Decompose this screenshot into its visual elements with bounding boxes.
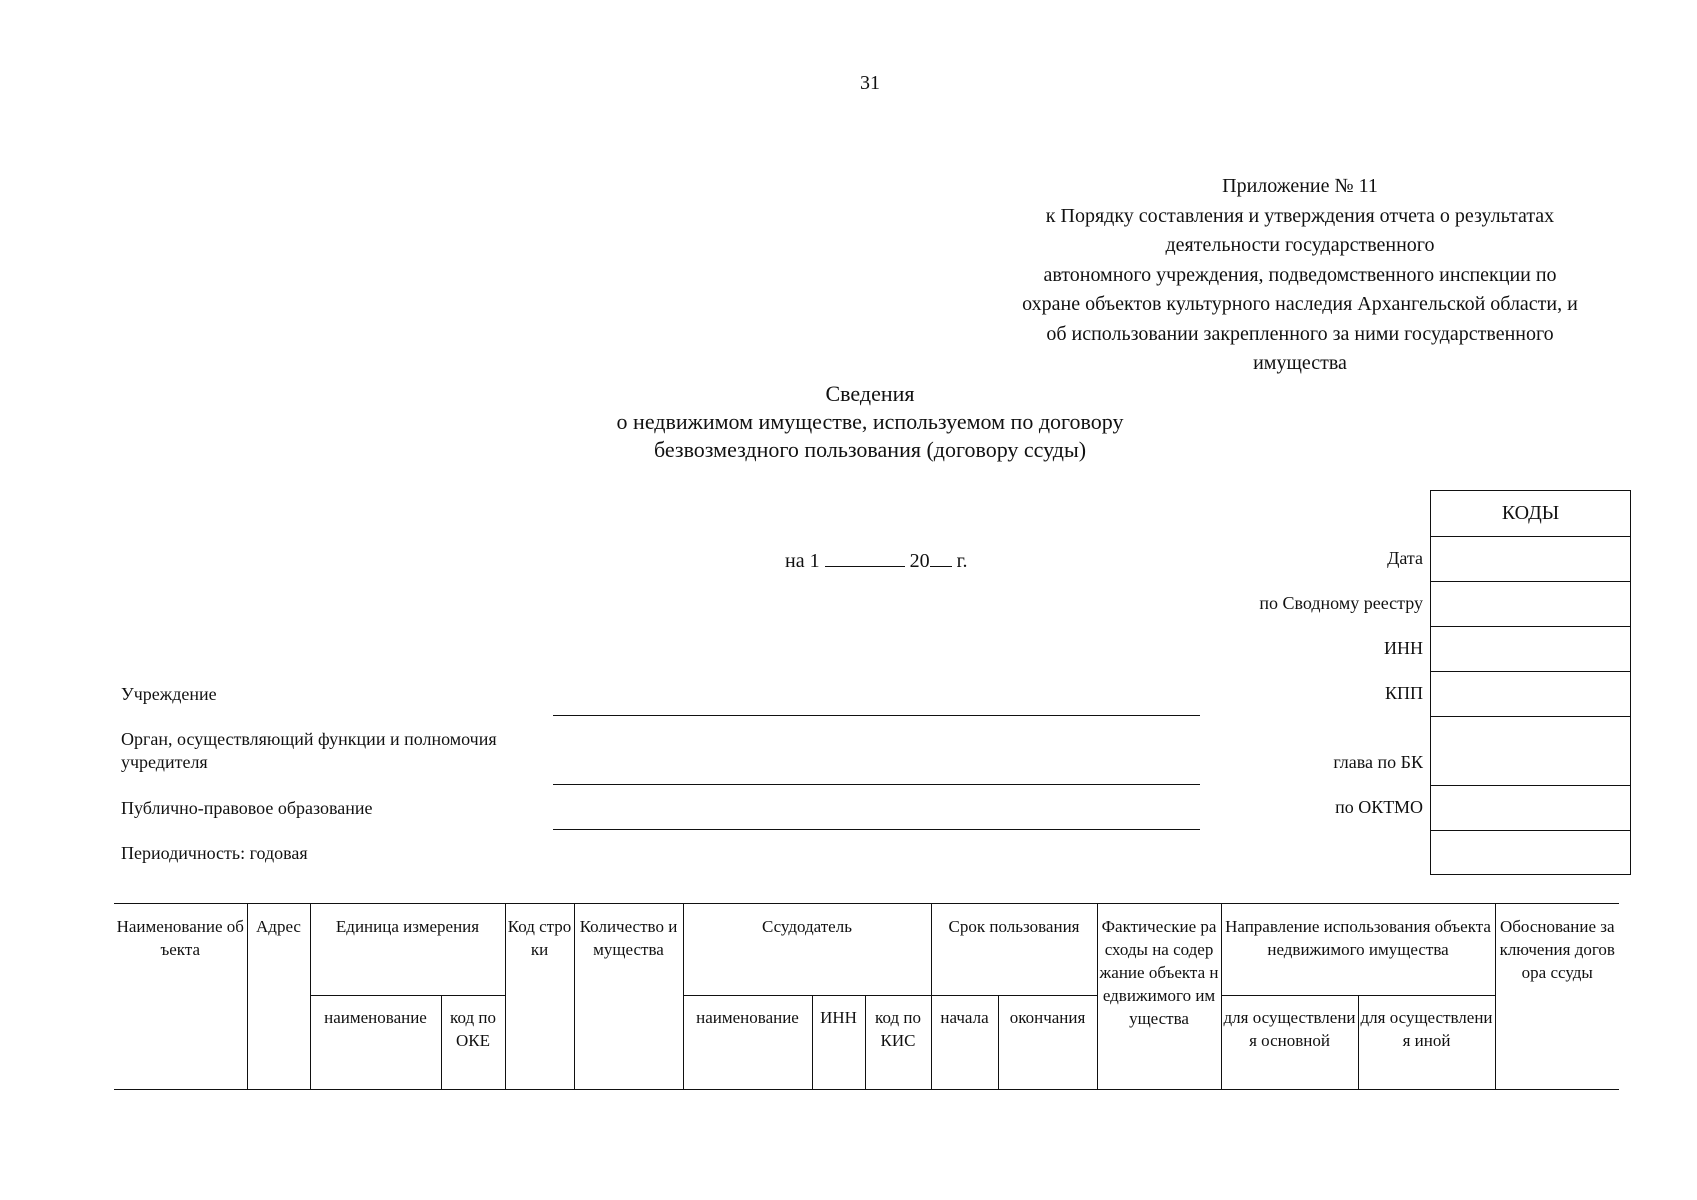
code-cell-oktmo[interactable] [1431, 785, 1630, 830]
code-label-date: Дата [1387, 548, 1423, 568]
code-cell-kpp[interactable] [1431, 671, 1630, 716]
code-label-bk: глава по БК [1333, 752, 1423, 772]
header-address: Адрес [247, 904, 310, 1090]
code-cell-registry[interactable] [1431, 581, 1630, 626]
founder-label-line: Орган, осуществляющий функции и полномочия [121, 729, 497, 749]
periodicity-label: Периодичность: годовая [121, 843, 308, 863]
report-date-line [785, 548, 968, 573]
header-row-code: Код строки [505, 904, 574, 1090]
date-prefix: на 1 [785, 550, 820, 572]
institution-label: Учреждение [121, 684, 217, 704]
public-entity-fill-line[interactable] [553, 829, 1200, 830]
header-lender: Ссудодатель [683, 904, 931, 996]
appendix-line: охране объектов культурного наследия Архангельской области, и [1022, 293, 1578, 315]
public-entity-label: Публично-правовое образование [121, 798, 373, 818]
title-line: безвозмездного пользования (договору ссуды) [653, 437, 1087, 462]
header-term-end: окончания [998, 996, 1097, 1090]
title-line: Сведения [825, 381, 915, 406]
date-year: 20 [909, 550, 930, 572]
code-cell-empty[interactable] [1431, 830, 1630, 874]
codes-header: КОДЫ [1501, 502, 1560, 524]
code-cell-date[interactable] [1431, 536, 1630, 581]
header-unit-name: наименование [310, 996, 441, 1090]
code-cell-bk[interactable] [1431, 716, 1630, 785]
header-justification: Обоснование заключения договора ссуды [1495, 904, 1619, 1090]
title-line: о недвижимом имуществе, используемом по договору [616, 409, 1124, 434]
appendix-line: Приложение № 11 [1222, 175, 1378, 197]
appendix-line: деятельности государственного [1165, 234, 1435, 256]
founder-fill-line[interactable] [553, 784, 1200, 785]
header-object-name: Наименование объекта [114, 904, 247, 1090]
date-year-blank[interactable] [930, 548, 952, 567]
code-cell-inn[interactable] [1431, 626, 1630, 671]
page-number: 31 [860, 72, 880, 94]
property-table [114, 903, 1619, 1090]
appendix-line: к Порядку составления и утверждения отчета о результатах [1045, 204, 1555, 227]
appendix-line: об использовании закрепленного за ними государственного [1046, 322, 1554, 345]
header-term: Срок пользования [931, 904, 1097, 996]
founder-label [121, 728, 497, 774]
appendix-line: имущества [1253, 352, 1347, 374]
header-lender-kis: код по КИС [865, 996, 931, 1090]
header-direction-other: для осуществления иной [1358, 996, 1495, 1090]
header-quantity: Количество имущества [574, 904, 683, 1090]
institution-fill-line[interactable] [553, 715, 1200, 716]
code-label-kpp: КПП [1384, 683, 1423, 703]
codes-box [1430, 490, 1631, 875]
founder-label-line: учредителя [121, 752, 208, 772]
document-title [480, 380, 1260, 464]
code-label-inn: ИНН [1384, 638, 1423, 658]
date-suffix: г. [956, 550, 968, 572]
header-direction-main: для осуществления основной [1221, 996, 1358, 1090]
header-term-start: начала [931, 996, 998, 1090]
header-expenses: Фактические расходы на содержание объекта недвижимого имущества [1097, 904, 1221, 1090]
header-lender-inn: ИНН [812, 996, 865, 1090]
header-unit-code: код по ОКЕ [441, 996, 505, 1090]
header-unit: Единица измерения [310, 904, 505, 996]
appendix-header [960, 172, 1640, 379]
header-direction: Направление использования объекта недвижимого имущества [1221, 904, 1495, 996]
appendix-line: автономного учреждения, подведомственного инспекции по [1043, 263, 1557, 286]
code-label-oktmo: по ОКТМО [1335, 797, 1423, 817]
header-lender-name: наименование [683, 996, 812, 1090]
code-label-registry: по Сводному реестру [1259, 593, 1423, 613]
date-month-blank[interactable] [825, 548, 905, 567]
